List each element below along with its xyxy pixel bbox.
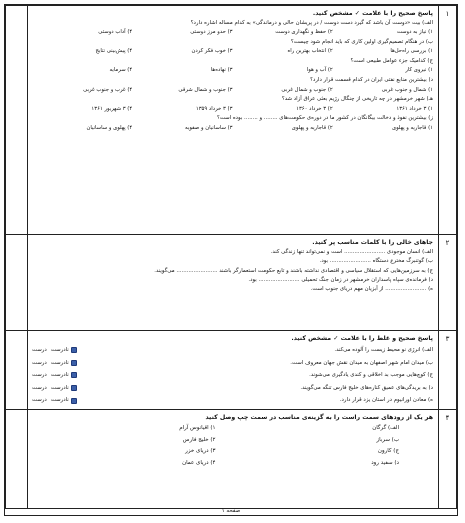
true-false-row bbox=[32, 344, 433, 357]
question-text: ج) کدامیک جزء عوامل طبیعی است؟ bbox=[350, 58, 433, 65]
page-footer: صفحه ۱ bbox=[221, 508, 241, 514]
question-row-4 bbox=[6, 409, 457, 508]
true-option[interactable] bbox=[32, 382, 47, 395]
true-label: درست bbox=[32, 347, 47, 353]
question-text: ز) بیشترین نفوذ و دخالت بیگانگان در کشور ما در دوره‌ی حکومت‌های ........ و ........ بوده است؟ bbox=[216, 115, 433, 122]
question-title: جاهای خالی را با کلمات مناسب پر کنید. bbox=[312, 239, 433, 246]
option-choice[interactable]: ۱) بررسی راه‌حل‌ها bbox=[390, 48, 433, 55]
matching-left-column bbox=[32, 423, 216, 469]
question-row-2 bbox=[6, 235, 457, 331]
match-left-item[interactable]: ۱) اقیانوس آرام bbox=[179, 424, 216, 431]
question-row-1 bbox=[6, 6, 457, 235]
true-false-options bbox=[32, 344, 77, 357]
question-row-3 bbox=[6, 331, 457, 410]
question-text: ب) در هنگام تصمیم‌گیری اولین کاری که باید انجام شود چیست؟ bbox=[290, 39, 433, 46]
true-option[interactable] bbox=[32, 357, 47, 370]
true-false-options bbox=[32, 394, 77, 407]
option-row bbox=[32, 86, 433, 96]
option-choice[interactable]: ۱) ۳ خرداد ۱۳۶۱ bbox=[396, 105, 433, 112]
true-option[interactable] bbox=[32, 344, 47, 357]
false-option[interactable] bbox=[51, 382, 77, 395]
score-cell bbox=[6, 409, 28, 508]
exam-page bbox=[4, 4, 458, 516]
option-choice[interactable]: ۲) آب و هوا bbox=[306, 67, 333, 74]
question-text: هـ) شهر خرمشهر در چه تاریخی از چنگال رژیم بعثی عراق آزاد شد؟ bbox=[281, 96, 433, 103]
true-false-row bbox=[32, 394, 433, 407]
option-choice[interactable]: ۴) غرب و جنوب غربی bbox=[83, 86, 133, 93]
option-choice[interactable]: ۴) آداب دوستی bbox=[98, 29, 133, 36]
true-false-list bbox=[32, 344, 433, 407]
false-option[interactable] bbox=[51, 369, 77, 382]
matching-right-column bbox=[216, 423, 400, 469]
option-choice[interactable]: ۴) سرمایه bbox=[109, 67, 133, 74]
false-option[interactable] bbox=[51, 357, 77, 370]
statement-text: د) به بریدگی‌های عمیق کناره‌های خلیج فارس تنگه می‌گویند. bbox=[300, 384, 433, 391]
match-right-item[interactable]: ج) کارون bbox=[377, 448, 399, 455]
true-label: درست bbox=[32, 397, 47, 404]
fill-blank-line: ج) به سرزمین‌هایی که استقلال سیاسی و اقتصادی نداشته باشند و تابع حکومت استعمارگر باشند ........................ می‌گویند. bbox=[154, 267, 433, 274]
option-choice[interactable]: ۴) ۳ شهریور ۱۳۶۱ bbox=[91, 105, 133, 112]
false-option[interactable] bbox=[51, 394, 77, 407]
option-choice[interactable]: ۲) انتخاب بهترین راه bbox=[287, 48, 333, 55]
option-row bbox=[32, 124, 433, 134]
question-body-1 bbox=[28, 6, 439, 235]
true-label: درست bbox=[32, 384, 47, 391]
option-choice[interactable]: ۳) جنوب و شمال شرقی bbox=[178, 86, 233, 93]
score-cell bbox=[6, 235, 28, 331]
statement-text: ب) میدان امام شهر اصفهان به میدان نقش جهان معروف است. bbox=[290, 359, 433, 366]
match-right-item[interactable]: الف) گرگان bbox=[372, 424, 399, 431]
option-row bbox=[32, 47, 433, 57]
true-option[interactable] bbox=[32, 369, 47, 382]
false-label: نادرست bbox=[50, 372, 69, 379]
false-label: نادرست bbox=[50, 384, 69, 391]
question-number: ۱ bbox=[439, 6, 457, 235]
question-body-4 bbox=[28, 409, 439, 508]
matching-grid bbox=[32, 423, 433, 469]
exam-table bbox=[5, 5, 457, 509]
option-choice[interactable]: ۳) حدو مرز دوستی bbox=[190, 29, 233, 36]
true-false-row bbox=[32, 357, 433, 370]
true-label: درست bbox=[32, 372, 47, 379]
checkbox-icon[interactable] bbox=[71, 385, 77, 391]
option-choice[interactable]: ۲) قاجاریه و پهلوی bbox=[291, 124, 333, 131]
false-option[interactable] bbox=[51, 344, 77, 357]
option-row bbox=[32, 105, 433, 115]
option-choice[interactable]: ۱) قاجاریه و پهلوی bbox=[392, 124, 433, 131]
false-label: نادرست bbox=[50, 397, 69, 404]
checkbox-icon[interactable] bbox=[71, 347, 77, 353]
score-cell bbox=[6, 6, 28, 235]
option-choice[interactable]: ۲) حفظ و نگهداری دوست bbox=[275, 29, 333, 36]
question-text: الف) بیت «دوست آن باشد که گیرد دست دوست / در پریشان حالی و درماندگی» به کدام مساله اشاره دارد؟ bbox=[190, 20, 433, 26]
option-choice[interactable]: ۳) خوب فکر کردن bbox=[191, 48, 233, 55]
option-choice[interactable]: ۲) ۳ خرداد ۱۳۶۰ bbox=[296, 105, 333, 112]
true-false-row bbox=[32, 369, 433, 382]
option-choice[interactable]: ۳) ساسانیان و صفویه bbox=[185, 124, 233, 131]
question-text: د) بیشترین منابع نفتی ایران در کدام قسمت قرار دارد؟ bbox=[310, 77, 433, 84]
fill-blank-line: الف) انسان موجودی ........................ است و نمی‌تواند تنها زندگی کند. bbox=[270, 249, 433, 255]
question-number: ۳ bbox=[439, 331, 457, 410]
option-choice[interactable]: ۱) نیاز به دوست bbox=[396, 29, 433, 36]
option-choice[interactable]: ۳) ۳ خرداد ۱۳۵۹ bbox=[195, 105, 233, 112]
option-row bbox=[32, 66, 433, 76]
statement-text: ج) کوچ‌هایی موجب بد اخلاقی و کندی یادگیری می‌شوند. bbox=[309, 372, 433, 379]
option-choice[interactable]: ۱) شمال و جنوب غربی bbox=[381, 86, 433, 93]
question-title: پاسخ صحیح را با علامت ✓ مشخص کنید. bbox=[312, 10, 433, 17]
true-option[interactable] bbox=[32, 394, 47, 407]
question-title: هر یک از رودهای سمت راست را به گزینه‌ی مناسب در سمت چپ وصل کنید bbox=[205, 413, 433, 421]
fill-blank-line: ب) گوتنبرگ مخترع دستگاه ........................ بود. bbox=[319, 258, 433, 265]
true-false-options bbox=[32, 357, 77, 370]
statement-text: الف) انرژی نو محیط زیست را آلوده می‌کند. bbox=[334, 347, 433, 353]
statement-text: ه) معادن اورانیوم در استان یزد قرار دارد. bbox=[339, 397, 433, 404]
checkbox-icon[interactable] bbox=[71, 372, 77, 378]
fill-blank-line: د) فرمانده‌ی سپاه پاسداران خرمشهر در زمان جنگ تحمیلی ........................ بود. bbox=[248, 276, 433, 283]
option-choice[interactable]: ۴) پیش‌بینی نتایج bbox=[95, 48, 133, 55]
option-choice[interactable]: ۳) نهاده‌ها bbox=[210, 67, 233, 74]
fill-blank-line: ه) ........................ از آبزیان مهم دریای جنوب است. bbox=[310, 286, 433, 293]
match-right-item[interactable]: ب) سرباز bbox=[376, 436, 399, 443]
option-row bbox=[32, 28, 433, 38]
true-false-options bbox=[32, 382, 77, 395]
match-left-item[interactable]: ۴) دریای عمان bbox=[182, 459, 216, 466]
true-label: درست bbox=[32, 359, 47, 366]
question-body-2 bbox=[28, 235, 439, 331]
option-choice[interactable]: ۱) نیروی کار bbox=[405, 67, 433, 74]
fill-blank-list bbox=[32, 248, 433, 294]
match-right-item[interactable]: د) سفید رود bbox=[371, 459, 399, 466]
checkbox-icon[interactable] bbox=[71, 398, 77, 404]
checkbox-icon[interactable] bbox=[71, 360, 77, 366]
option-choice[interactable]: ۲) جنوب و شمال غربی bbox=[281, 86, 333, 93]
mcq-list bbox=[32, 19, 433, 134]
question-number: ۴ bbox=[439, 409, 457, 508]
match-left-item[interactable]: ۳) دریای خزر bbox=[185, 448, 216, 455]
score-cell bbox=[6, 331, 28, 410]
question-body-3 bbox=[28, 331, 439, 410]
false-label: نادرست bbox=[50, 359, 69, 366]
option-choice[interactable]: ۴) پهلوی و ساسانیان bbox=[86, 124, 133, 131]
question-title: پاسخ صحیح و غلط را با علامت ✓ مشخص کنید. bbox=[291, 335, 433, 342]
true-false-options bbox=[32, 369, 77, 382]
true-false-row bbox=[32, 382, 433, 395]
false-label: نادرست bbox=[50, 347, 69, 353]
match-left-item[interactable]: ۲) خلیج فارس bbox=[182, 436, 216, 443]
question-number: ۲ bbox=[439, 235, 457, 331]
